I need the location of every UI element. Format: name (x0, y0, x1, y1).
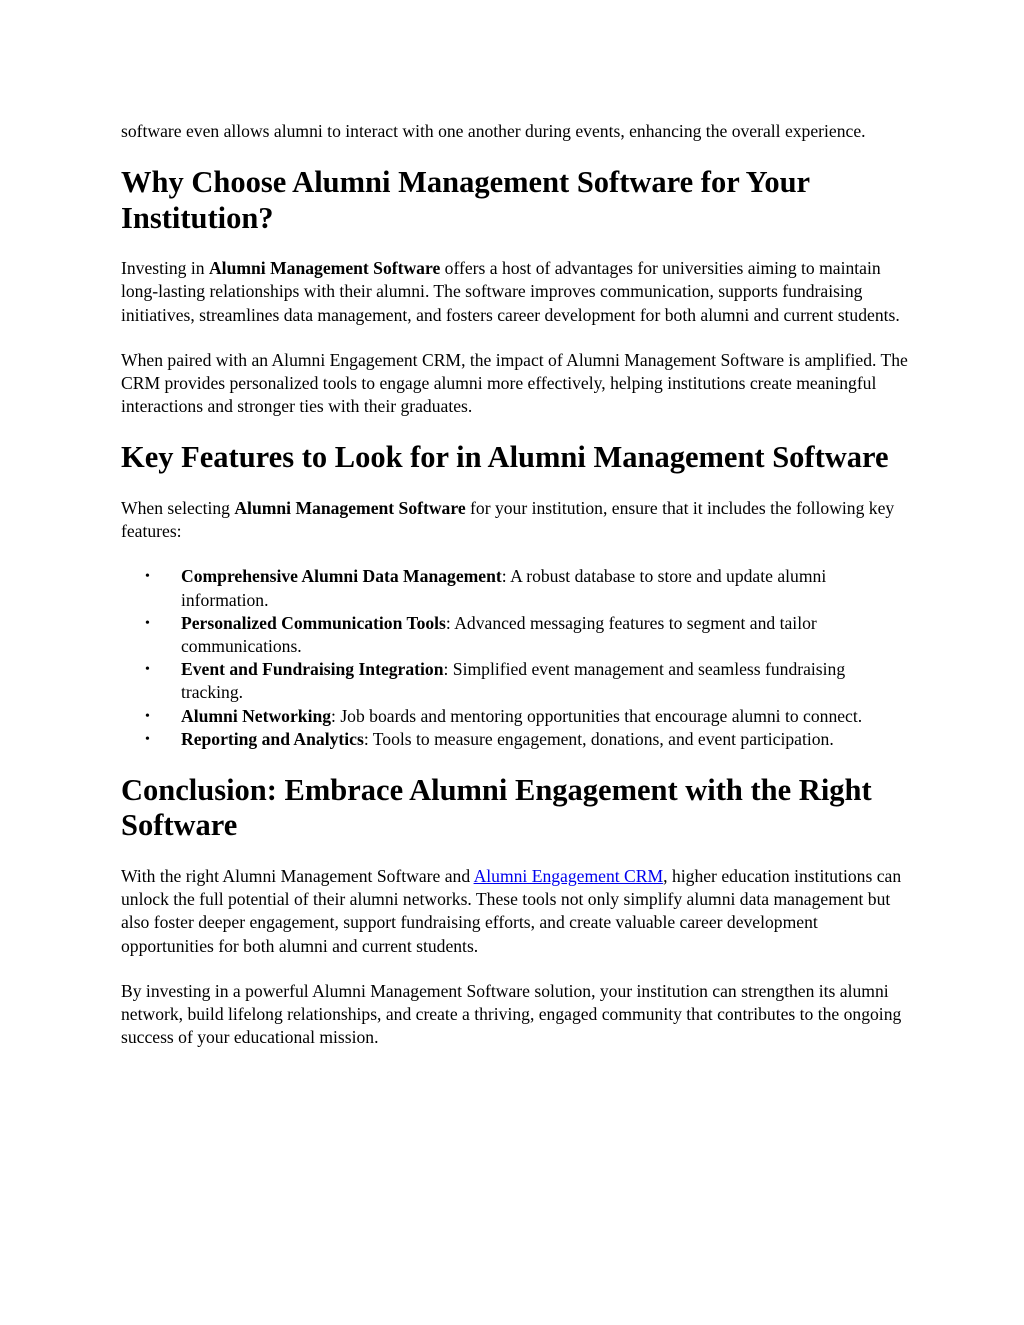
why-p1-bold: Alumni Management Software (208, 258, 441, 279)
list-item (121, 612, 911, 658)
list-item (121, 658, 911, 704)
why-paragraph-2: When paired with an Alumni Engagement CRM, the impact of Alumni Management Software is amplified. The CRM provides personalized tools to engage alumni more effectively, helping institutions create meaningful interactions and stronger ties with their graduates. (121, 349, 908, 417)
document-page (121, 120, 911, 1071)
features-intro-bold: Alumni Management Software (234, 497, 466, 518)
feature-title: Event and Fundraising Integration (181, 659, 444, 680)
bullet-icon: • (145, 615, 150, 631)
feature-description: : A robust database to store and update alumni information. (181, 566, 827, 610)
features-intro-prefix: When selecting (121, 497, 235, 518)
why-p1-prefix: Investing in (121, 258, 209, 279)
features-intro-paragraph (121, 497, 911, 543)
list-item (121, 565, 911, 611)
alumni-engagement-crm-link[interactable]: Alumni Engagement CRM (473, 865, 664, 886)
features-list (121, 565, 911, 751)
conclusion-paragraph-2: By investing in a powerful Alumni Management Software solution, your institution can strengthen its alumni network, build lifelong relationships, and create a thriving, engaged community that contributes to the ongoing success of your educational mission. (121, 980, 902, 1048)
why-paragraph-1 (121, 257, 911, 327)
conclusion-p1-prefix: With the right Alumni Management Software and (121, 865, 474, 886)
bullet-icon: • (145, 731, 150, 747)
bullet-icon: • (145, 708, 150, 724)
heading-key-features: Key Features to Look for in Alumni Management Software (121, 440, 889, 475)
heading-why-choose: Why Choose Alumni Management Software for Your Institution? (121, 165, 810, 235)
conclusion-p1-suffix: , higher education institutions can unlock the full potential of their alumni networks. These tools not only simplify alumni data management but also foster deeper engagement, support fundraising efforts, and create valuable career development opportunities for both alumni and current students. (121, 865, 902, 956)
feature-title: Comprehensive Alumni Data Management (181, 566, 502, 587)
feature-title: Reporting and Analytics (181, 728, 364, 749)
feature-description: : Simplified event management and seamless fundraising tracking. (181, 659, 846, 703)
intro-paragraph: software even allows alumni to interact with one another during events, enhancing the overall experience. (121, 121, 866, 141)
features-intro-suffix: for your institution, ensure that it includes the following key features: (121, 497, 895, 542)
bullet-icon: • (145, 569, 150, 585)
feature-title: Alumni Networking (181, 705, 332, 726)
bullet-icon: • (145, 662, 150, 678)
why-p1-suffix: offers a host of advantages for universities aiming to maintain long-lasting relationships with their alumni. The software improves communication, supports fundraising initiatives, streamlines data management, and fosters career development for both alumni and current students. (121, 258, 900, 325)
heading-conclusion: Conclusion: Embrace Alumni Engagement with the Right Software (121, 772, 872, 843)
feature-description: : Tools to measure engagement, donations, and event participation. (363, 728, 834, 749)
list-item (121, 705, 911, 728)
feature-description: : Job boards and mentoring opportunities that encourage alumni to connect. (331, 705, 863, 726)
list-item (121, 728, 911, 751)
feature-title: Personalized Communication Tools (181, 612, 446, 633)
conclusion-paragraph-1 (121, 865, 911, 958)
feature-description: : Advanced messaging features to segment and tailor communications. (181, 612, 817, 656)
